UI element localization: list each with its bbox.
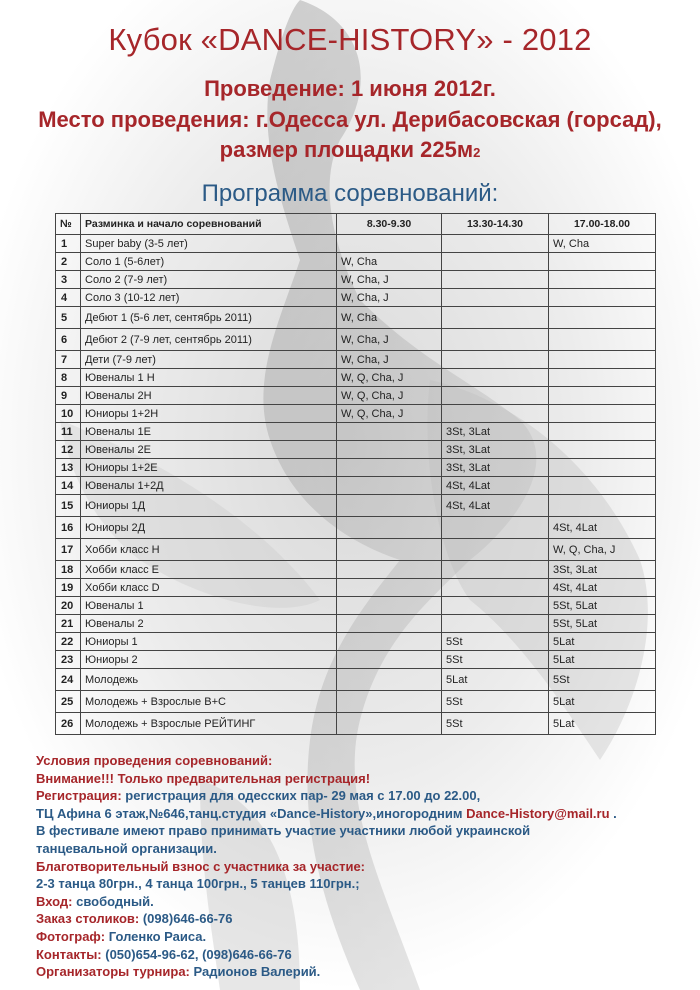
table-row	[56, 307, 656, 329]
row-category: Юниоры 1Д	[81, 495, 337, 517]
registration-label: Регистрация:	[36, 788, 122, 804]
entry-text: свободный.	[72, 893, 154, 909]
row-slot-1	[337, 459, 442, 477]
row-slot-1: W, Q, Cha, J	[337, 405, 442, 423]
entry-label: Вход:	[36, 893, 73, 909]
table-row	[56, 517, 656, 539]
row-slot-3	[549, 405, 656, 423]
row-number: 11	[56, 423, 81, 441]
row-slot-1	[337, 441, 442, 459]
row-category: Ювеналы 2	[81, 615, 337, 633]
row-slot-3	[549, 423, 656, 441]
row-number: 21	[56, 615, 81, 633]
row-slot-2: 5St	[442, 691, 549, 713]
row-slot-1: W, Cha	[337, 253, 442, 271]
row-slot-2: 3St, 3Lat	[442, 423, 549, 441]
row-number: 25	[56, 691, 81, 713]
row-slot-3: 5Lat	[549, 651, 656, 669]
row-category: Ювеналы 1Е	[81, 423, 337, 441]
row-slot-1: W, Cha, J	[337, 289, 442, 307]
row-slot-3: 5St, 5Lat	[549, 615, 656, 633]
row-category: Молодежь + Взрослые В+С	[81, 691, 337, 713]
table-row	[56, 235, 656, 253]
row-slot-1	[337, 579, 442, 597]
row-number: 14	[56, 477, 81, 495]
row-slot-1	[337, 561, 442, 579]
row-category: Хобби класс D	[81, 579, 337, 597]
row-slot-2	[442, 329, 549, 351]
program-title: Программа соревнований:	[201, 180, 499, 207]
row-number: 20	[56, 597, 81, 615]
row-slot-2	[442, 289, 549, 307]
row-slot-2	[442, 615, 549, 633]
table-row	[56, 405, 656, 423]
row-category: Юниоры 1+2Е	[81, 459, 337, 477]
row-category: Super baby (3-5 лет)	[81, 235, 337, 253]
row-slot-2	[442, 235, 549, 253]
contacts-phones: (050)654-96-62, (098)646-66-76	[101, 946, 292, 962]
table-row	[56, 539, 656, 561]
row-slot-2	[442, 579, 549, 597]
row-slot-1	[337, 651, 442, 669]
page-title: Кубок «DANCE-HISTORY» - 2012	[108, 22, 592, 57]
table-row	[56, 253, 656, 271]
row-slot-2	[442, 369, 549, 387]
table-row	[56, 615, 656, 633]
table-row	[56, 441, 656, 459]
row-slot-3	[549, 477, 656, 495]
table-row	[56, 387, 656, 405]
event-date: Проведение: 1 июня 2012г.	[204, 76, 496, 101]
row-category: Соло 3 (10-12 лет)	[81, 289, 337, 307]
row-slot-1: W, Cha, J	[337, 351, 442, 369]
row-category: Соло 1 (5-6лет)	[81, 253, 337, 271]
registration-email[interactable]: Dance-History@mail.ru	[466, 805, 610, 821]
organizers-name: Радионов Валерий.	[189, 964, 321, 980]
row-slot-2: 4St, 4Lat	[442, 477, 549, 495]
attention-note: Внимание!!! Только предварительная регистрация!	[36, 770, 371, 786]
row-slot-2: 5Lat	[442, 669, 549, 691]
row-slot-1: W, Cha, J	[337, 271, 442, 289]
header-slot-1: 8.30-9.30	[337, 214, 442, 235]
row-slot-1: W, Cha, J	[337, 329, 442, 351]
header-category: Разминка и начало соревнований	[81, 214, 337, 235]
registration-text: регистрация для одесских пар- 29 мая с 17.00 до 22.00,	[121, 788, 481, 804]
table-row	[56, 651, 656, 669]
schedule-table	[55, 213, 656, 735]
row-category: Ювеналы 2Е	[81, 441, 337, 459]
row-slot-1: W, Q, Cha, J	[337, 387, 442, 405]
row-category: Соло 2 (7-9 лет)	[81, 271, 337, 289]
row-number: 17	[56, 539, 81, 561]
photo-label: Фотограф:	[36, 928, 106, 944]
festival-rule-line2: танцевальной организации.	[36, 840, 217, 856]
row-slot-3: W, Cha	[549, 235, 656, 253]
table-row	[56, 597, 656, 615]
table-row	[56, 691, 656, 713]
row-slot-3: 5Lat	[549, 633, 656, 651]
row-number: 6	[56, 329, 81, 351]
floor-size-text: размер площадки 225м	[219, 137, 474, 162]
row-number: 5	[56, 307, 81, 329]
row-category: Юниоры 1	[81, 633, 337, 651]
photo-name: Голенко Раиса.	[105, 928, 207, 944]
event-place: Место проведения: г.Одесса ул. Дерибасовская (горсад),	[38, 107, 662, 132]
row-category: Ювеналы 1 Н	[81, 369, 337, 387]
contacts-label: Контакты:	[36, 946, 102, 962]
row-number: 13	[56, 459, 81, 477]
row-slot-3: 5Lat	[549, 691, 656, 713]
header-slot-2: 13.30-14.30	[442, 214, 549, 235]
row-slot-2: 4St, 4Lat	[442, 495, 549, 517]
row-slot-2	[442, 561, 549, 579]
row-slot-3: 3St, 3Lat	[549, 561, 656, 579]
row-slot-3	[549, 351, 656, 369]
row-category: Дети (7-9 лет)	[81, 351, 337, 369]
table-row	[56, 561, 656, 579]
row-number: 7	[56, 351, 81, 369]
row-number: 24	[56, 669, 81, 691]
table-row	[56, 495, 656, 517]
row-slot-1	[337, 477, 442, 495]
row-category: Дебют 1 (5-6 лет, сентябрь 2011)	[81, 307, 337, 329]
table-row	[56, 633, 656, 651]
row-slot-1	[337, 423, 442, 441]
row-category: Молодежь + Взрослые РЕЙТИНГ	[81, 713, 337, 735]
row-slot-2	[442, 351, 549, 369]
row-category: Ювеналы 1+2Д	[81, 477, 337, 495]
row-slot-2	[442, 517, 549, 539]
row-category: Юниоры 1+2Н	[81, 405, 337, 423]
row-slot-1	[337, 235, 442, 253]
row-slot-2	[442, 271, 549, 289]
row-slot-3	[549, 387, 656, 405]
row-number: 18	[56, 561, 81, 579]
row-slot-2: 5St	[442, 713, 549, 735]
festival-rule-line1: В фестивале имеют право принимать участие участники любой украинской	[36, 823, 531, 839]
row-number: 4	[56, 289, 81, 307]
row-category: Хобби класс Н	[81, 539, 337, 561]
registration-end: .	[609, 805, 617, 821]
row-slot-1	[337, 495, 442, 517]
tables-label: Заказ столиков:	[36, 911, 140, 927]
row-number: 19	[56, 579, 81, 597]
row-category: Дебют 2 (7-9 лет, сентябрь 2011)	[81, 329, 337, 351]
header-slot-3: 17.00-18.00	[549, 214, 656, 235]
row-category: Ювеналы 2Н	[81, 387, 337, 405]
row-slot-2: 5St	[442, 651, 549, 669]
row-number: 12	[56, 441, 81, 459]
row-number: 15	[56, 495, 81, 517]
row-slot-1: W, Q, Cha, J	[337, 369, 442, 387]
row-slot-3	[549, 253, 656, 271]
row-slot-2	[442, 405, 549, 423]
row-slot-2	[442, 307, 549, 329]
row-slot-1	[337, 517, 442, 539]
row-number: 23	[56, 651, 81, 669]
row-number: 3	[56, 271, 81, 289]
row-number: 26	[56, 713, 81, 735]
row-slot-2	[442, 387, 549, 405]
row-slot-3	[549, 441, 656, 459]
table-row	[56, 579, 656, 597]
row-slot-2	[442, 597, 549, 615]
row-slot-2: 3St, 3Lat	[442, 441, 549, 459]
row-slot-1	[337, 691, 442, 713]
row-number: 2	[56, 253, 81, 271]
row-category: Юниоры 2	[81, 651, 337, 669]
conditions-block	[36, 752, 676, 981]
row-category: Ювеналы 1	[81, 597, 337, 615]
row-slot-3: 4St, 4Lat	[549, 579, 656, 597]
table-row	[56, 329, 656, 351]
row-category: Хобби класс Е	[81, 561, 337, 579]
table-row	[56, 459, 656, 477]
row-category: Молодежь	[81, 669, 337, 691]
row-slot-3	[549, 329, 656, 351]
registration-place: ТЦ Афина 6 этаж,№646,танц.студия «Dance-History»,иногородним	[36, 805, 467, 821]
organizers-label: Организаторы турнира:	[36, 964, 190, 980]
row-number: 8	[56, 369, 81, 387]
row-slot-3: 5Lat	[549, 713, 656, 735]
row-slot-3	[549, 271, 656, 289]
floor-size	[0, 137, 700, 163]
row-slot-2	[442, 253, 549, 271]
row-number: 1	[56, 235, 81, 253]
row-slot-2: 5St	[442, 633, 549, 651]
table-row	[56, 477, 656, 495]
row-slot-3: W, Q, Cha, J	[549, 539, 656, 561]
table-header-row	[56, 214, 656, 235]
row-slot-3: 5St	[549, 669, 656, 691]
row-slot-3: 5St, 5Lat	[549, 597, 656, 615]
row-slot-1	[337, 597, 442, 615]
table-row	[56, 423, 656, 441]
row-slot-2	[442, 539, 549, 561]
row-slot-1: W, Cha	[337, 307, 442, 329]
row-slot-3	[549, 459, 656, 477]
row-slot-3: 4St, 4Lat	[549, 517, 656, 539]
row-number: 22	[56, 633, 81, 651]
row-slot-1	[337, 713, 442, 735]
row-slot-1	[337, 633, 442, 651]
table-row	[56, 289, 656, 307]
floor-size-subscript: 2	[473, 145, 481, 160]
row-slot-1	[337, 615, 442, 633]
row-slot-3	[549, 369, 656, 387]
row-slot-1	[337, 539, 442, 561]
row-slot-3	[549, 307, 656, 329]
row-number: 16	[56, 517, 81, 539]
row-slot-3	[549, 289, 656, 307]
fee-text: 2-3 танца 80грн., 4 танца 100грн., 5 танцев 110грн.;	[36, 876, 360, 892]
table-row	[56, 369, 656, 387]
header-number: №	[56, 214, 81, 235]
row-category: Юниоры 2Д	[81, 517, 337, 539]
table-row	[56, 351, 656, 369]
row-slot-2: 3St, 3Lat	[442, 459, 549, 477]
row-slot-3	[549, 495, 656, 517]
row-number: 10	[56, 405, 81, 423]
fee-label: Благотворительный взнос с участника за участие:	[36, 858, 365, 874]
tables-phone: (098)646-66-76	[139, 911, 233, 927]
row-number: 9	[56, 387, 81, 405]
table-row	[56, 713, 656, 735]
table-row	[56, 669, 656, 691]
table-row	[56, 271, 656, 289]
row-slot-1	[337, 669, 442, 691]
conditions-heading: Условия проведения соревнований:	[36, 753, 273, 768]
